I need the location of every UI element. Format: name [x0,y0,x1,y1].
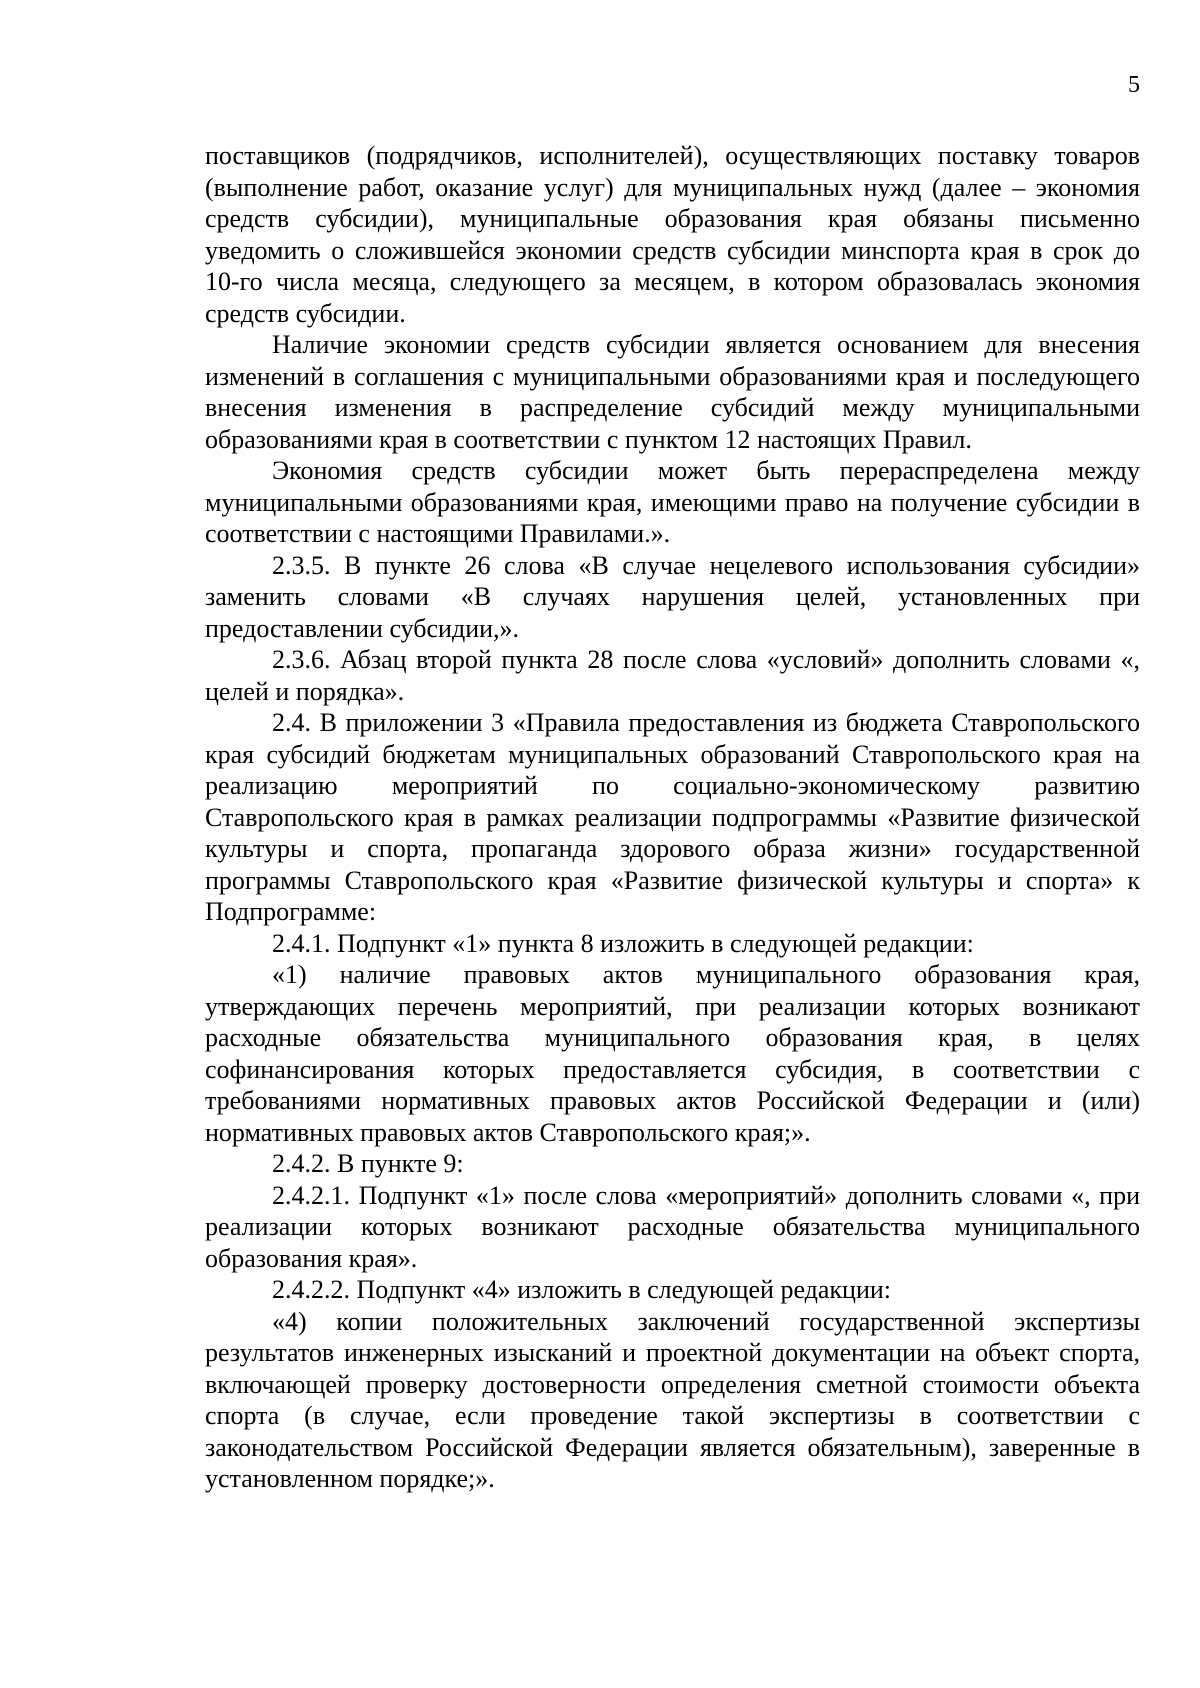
page-number: 5 [1128,72,1140,98]
paragraph: 2.3.5. В пункте 26 слова «В случае нецелевого использования субсидии» заменить словами «В случаях нарушения целей, установленных при предоставлении субсидии,». [205,550,1140,643]
paragraph: 2.4.2. В пункте 9: [272,1149,464,1178]
paragraph: «1) наличие правовых актов муниципального образования края, утверждающих перечень мероприятий, при реализации которых возникают расходные обязательства муниципального образования края, в целях софинансирования которых предоставляется субсидия, в соответствии с требованиями нормативных правовых актов Российской Федерации и (или) нормативных правовых актов Ставропольского края;». [205,960,1140,1147]
paragraph: 2.4.2.2. Подпункт «4» изложить в следующей редакции: [272,1275,892,1304]
paragraph: Экономия средств субсидии может быть перераспределена между муниципальными образованиями края, имеющими право на получение субсидии в соответствии с настоящими Правилами.». [205,456,1140,548]
paragraph: 2.4. В приложении 3 «Правила предоставления из бюджета Ставропольского края субсидий бюджетам муниципальных образований Ставропольского края на реализацию мероприятий по социально-экономическому развитию Ставропольского края в рамках реализации подпрограммы «Развитие физической культуры и спорта, пропаганда здорового образа жизни» государственной программы Ставропольского края «Развитие физической культуры и спорта» к Подпрограмме: [205,708,1140,926]
paragraph: 2.4.1. Подпункт «1» пункта 8 изложить в следующей редакции: [272,928,974,958]
paragraph: 2.4.2.1. Подпункт «1» после слова «мероприятий» дополнить словами «, при реализации которых возникают расходные обязательства муниципального образования края». [205,1180,1140,1273]
paragraph: 2.3.6. Абзац второй пункта 28 после слова «условий» дополнить словами «, целей и порядка». [205,645,1140,706]
paragraph: «4) копии положительных заключений государственной экспертизы результатов инженерных изысканий и проектной документации на объект спорта, включающей проверку достоверности определения сметной стоимости объекта спорта (в случае, если проведение такой экспертизы в соответствии с законодательством Российской Федерации является обязательным), заверенные в установленном порядке;». [205,1306,1140,1493]
document-body [205,140,1140,1495]
paragraph: Наличие экономии средств субсидии является основанием для внесения изменений в соглашения с муниципальными образованиями края и последующего внесения изменения в распределение субсидий между муниципальными образованиями края в соответствии с пунктом 12 настоящих Правил. [205,330,1140,454]
paragraph: поставщиков (подрядчиков, исполнителей), осуществляющих поставку товаров (выполнение работ, оказание услуг) для муниципальных нужд (далее – экономия средств субсидии), муниципальные образования края обязаны письменно уведомить о сложившейся экономии средств субсидии минспорта края в срок до 10-го числа месяца, следующего за месяцем, в котором образовалась экономия средств субсидии. [205,141,1140,328]
